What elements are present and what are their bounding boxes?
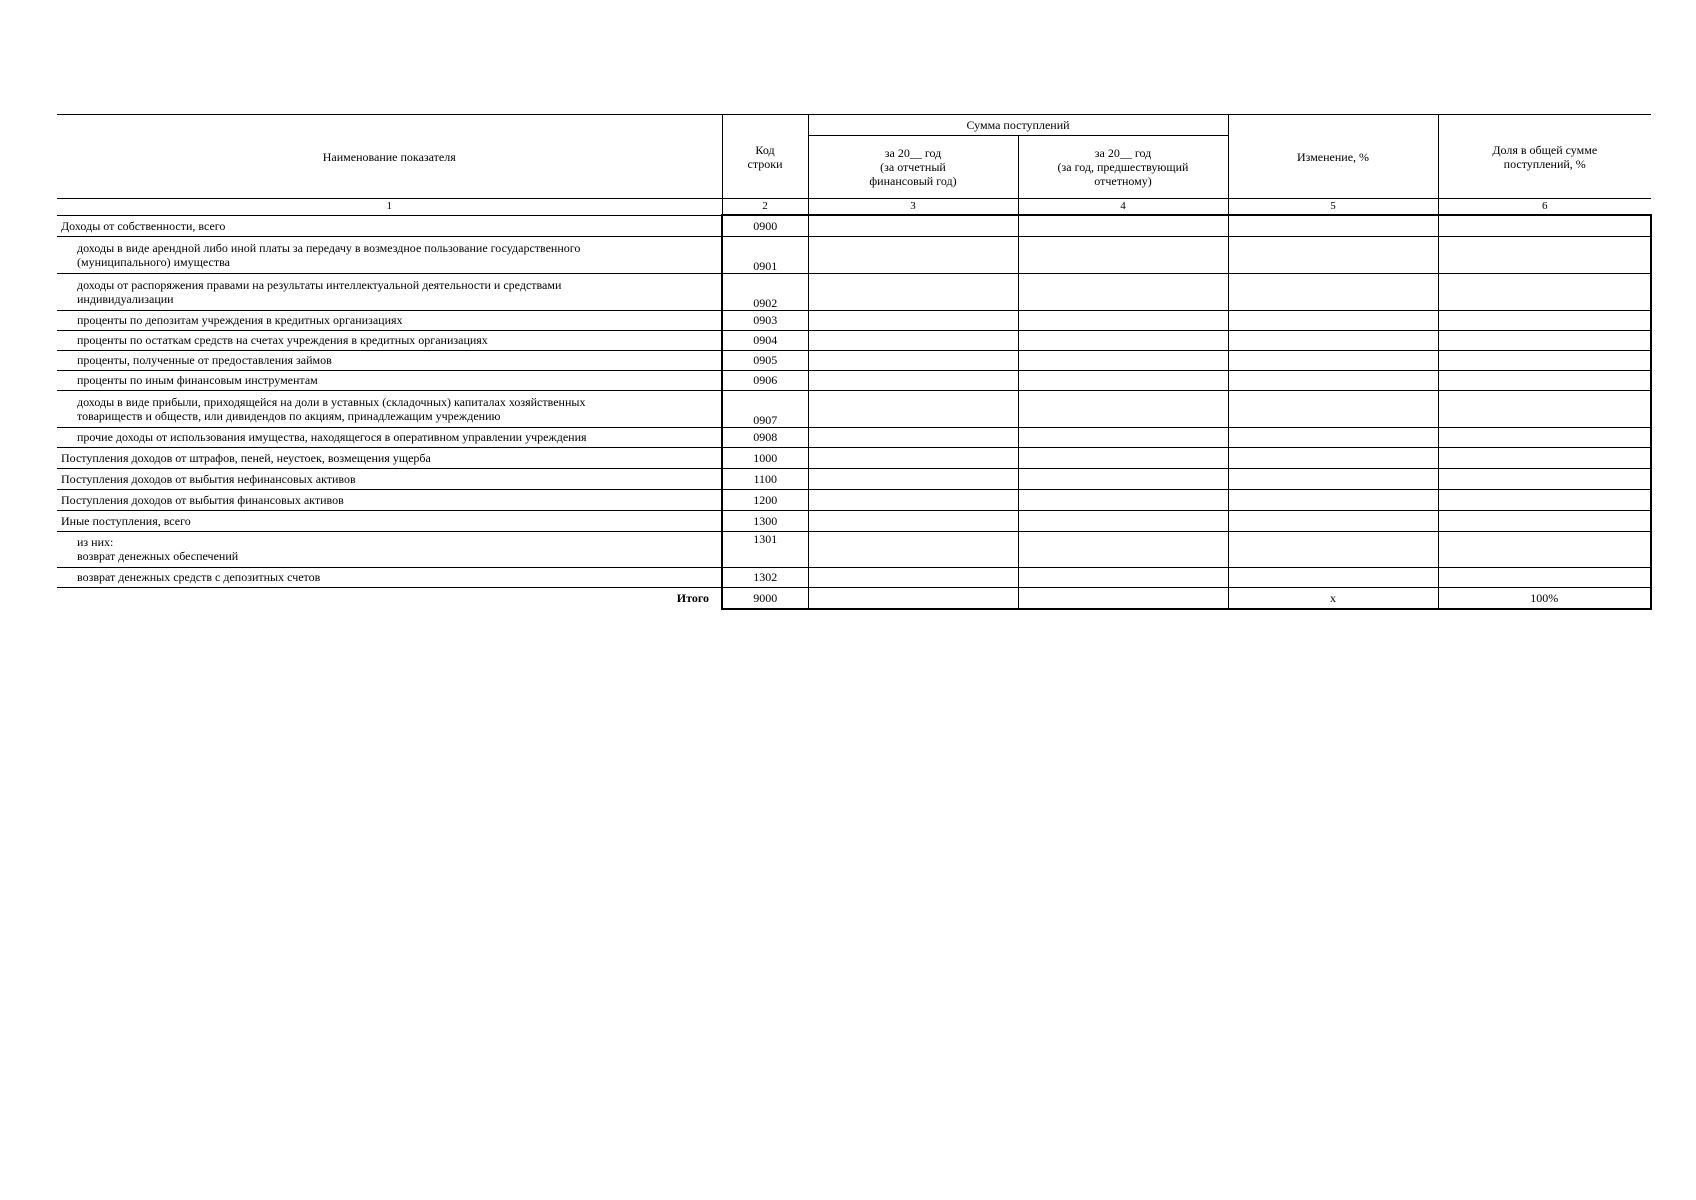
value-share[interactable] <box>1438 215 1651 236</box>
column-number: 5 <box>1228 199 1438 216</box>
value-change[interactable] <box>1228 370 1438 390</box>
total-reporting-year[interactable] <box>808 587 1018 609</box>
value-reporting-year[interactable] <box>808 468 1018 489</box>
table-row <box>57 390 1651 427</box>
value-reporting-year[interactable] <box>808 567 1018 587</box>
value-previous-year[interactable] <box>1018 215 1228 236</box>
row-code: 0907 <box>722 390 808 427</box>
value-previous-year[interactable] <box>1018 273 1228 310</box>
value-reporting-year[interactable] <box>808 310 1018 330</box>
value-share[interactable] <box>1438 427 1651 447</box>
value-reporting-year[interactable] <box>808 510 1018 531</box>
row-code: 0903 <box>722 310 808 330</box>
total-label: Итого <box>57 587 722 609</box>
value-reporting-year[interactable] <box>808 531 1018 567</box>
row-code: 1300 <box>722 510 808 531</box>
row-name: Иные поступления, всего <box>57 510 722 531</box>
table-row <box>57 215 1651 236</box>
value-share[interactable] <box>1438 489 1651 510</box>
value-previous-year[interactable] <box>1018 330 1228 350</box>
value-share[interactable] <box>1438 531 1651 567</box>
value-reporting-year[interactable] <box>808 427 1018 447</box>
column-number: 3 <box>808 199 1018 216</box>
table-row <box>57 531 1651 567</box>
table-row <box>57 567 1651 587</box>
value-previous-year[interactable] <box>1018 567 1228 587</box>
value-reporting-year[interactable] <box>808 390 1018 427</box>
table-row <box>57 427 1651 447</box>
row-name: Поступления доходов от штрафов, пеней, неустоек, возмещения ущерба <box>57 447 722 468</box>
value-change[interactable] <box>1228 215 1438 236</box>
value-reporting-year[interactable] <box>808 370 1018 390</box>
value-reporting-year[interactable] <box>808 489 1018 510</box>
value-share[interactable] <box>1438 370 1651 390</box>
value-previous-year[interactable] <box>1018 489 1228 510</box>
value-previous-year[interactable] <box>1018 510 1228 531</box>
header-previous-year: за 20__ год (за год, предшествующий отчетному) <box>1018 136 1228 199</box>
row-name: доходы в виде прибыли, приходящейся на доли в уставных (складочных) капиталах хозяйственных товариществ и обществ, или дивидендов по акциям, принадлежащим учреждению <box>57 390 722 427</box>
row-code: 1000 <box>722 447 808 468</box>
column-numbers-row <box>57 199 1651 216</box>
header-sum-group: Сумма поступлений <box>808 115 1228 136</box>
value-share[interactable] <box>1438 510 1651 531</box>
value-previous-year[interactable] <box>1018 370 1228 390</box>
value-change[interactable] <box>1228 330 1438 350</box>
header-reporting-year: за 20__ год (за отчетный финансовый год) <box>808 136 1018 199</box>
row-name: проценты по иным финансовым инструментам <box>57 370 722 390</box>
row-code: 1100 <box>722 468 808 489</box>
table-row <box>57 310 1651 330</box>
value-change[interactable] <box>1228 567 1438 587</box>
header-change-column: Изменение, % <box>1228 115 1438 199</box>
row-code: 0908 <box>722 427 808 447</box>
value-reporting-year[interactable] <box>808 330 1018 350</box>
row-code: 1200 <box>722 489 808 510</box>
total-row <box>57 587 1651 609</box>
header-code-column: Код строки <box>722 115 808 199</box>
value-change[interactable] <box>1228 273 1438 310</box>
row-code: 0905 <box>722 350 808 370</box>
value-previous-year[interactable] <box>1018 468 1228 489</box>
value-change[interactable] <box>1228 390 1438 427</box>
value-previous-year[interactable] <box>1018 390 1228 427</box>
header-share-column: Доля в общей сумме поступлений, % <box>1438 115 1651 199</box>
row-code: 0900 <box>722 215 808 236</box>
row-name: проценты по остаткам средств на счетах учреждения в кредитных организациях <box>57 330 722 350</box>
value-share[interactable] <box>1438 236 1651 273</box>
value-change[interactable] <box>1228 310 1438 330</box>
value-previous-year[interactable] <box>1018 310 1228 330</box>
value-change[interactable] <box>1228 236 1438 273</box>
revenue-table <box>57 114 1652 610</box>
value-change[interactable] <box>1228 510 1438 531</box>
header-name-column: Наименование показателя <box>57 115 722 199</box>
table-row <box>57 489 1651 510</box>
value-share[interactable] <box>1438 567 1651 587</box>
row-name: Доходы от собственности, всего <box>57 215 722 236</box>
value-reporting-year[interactable] <box>808 236 1018 273</box>
value-previous-year[interactable] <box>1018 427 1228 447</box>
row-name: доходы в виде арендной либо иной платы за передачу в возмездное пользование государственного (муниципального) имущества <box>57 236 722 273</box>
value-share[interactable] <box>1438 447 1651 468</box>
value-share[interactable] <box>1438 350 1651 370</box>
row-code: 0904 <box>722 330 808 350</box>
value-change[interactable] <box>1228 489 1438 510</box>
value-change[interactable] <box>1228 447 1438 468</box>
row-name: из них: возврат денежных обеспечений <box>57 531 722 567</box>
column-number: 6 <box>1438 199 1651 216</box>
row-name: возврат денежных средств с депозитных счетов <box>57 567 722 587</box>
table-row <box>57 236 1651 273</box>
row-name: Поступления доходов от выбытия финансовых активов <box>57 489 722 510</box>
table-row <box>57 447 1651 468</box>
value-reporting-year[interactable] <box>808 273 1018 310</box>
table-row <box>57 273 1651 310</box>
value-share[interactable] <box>1438 390 1651 427</box>
row-code: 0906 <box>722 370 808 390</box>
table-row <box>57 370 1651 390</box>
value-share[interactable] <box>1438 330 1651 350</box>
row-name: Поступления доходов от выбытия нефинансовых активов <box>57 468 722 489</box>
total-change: x <box>1228 587 1438 609</box>
row-name: доходы от распоряжения правами на результаты интеллектуальной деятельности и средствами индивидуализации <box>57 273 722 310</box>
value-change[interactable] <box>1228 531 1438 567</box>
value-reporting-year[interactable] <box>808 215 1018 236</box>
table-row <box>57 468 1651 489</box>
value-previous-year[interactable] <box>1018 531 1228 567</box>
row-code: 1302 <box>722 567 808 587</box>
row-name: проценты по депозитам учреждения в кредитных организациях <box>57 310 722 330</box>
row-name: прочие доходы от использования имущества, находящегося в оперативном управлении учреждения <box>57 427 722 447</box>
value-share[interactable] <box>1438 310 1651 330</box>
value-reporting-year[interactable] <box>808 447 1018 468</box>
row-name: проценты, полученные от предоставления займов <box>57 350 722 370</box>
value-change[interactable] <box>1228 350 1438 370</box>
value-previous-year[interactable] <box>1018 447 1228 468</box>
total-previous-year[interactable] <box>1018 587 1228 609</box>
value-share[interactable] <box>1438 468 1651 489</box>
table-row <box>57 330 1651 350</box>
value-change[interactable] <box>1228 427 1438 447</box>
table-row <box>57 350 1651 370</box>
value-previous-year[interactable] <box>1018 350 1228 370</box>
total-code: 9000 <box>722 587 808 609</box>
row-code: 0901 <box>722 236 808 273</box>
column-number: 2 <box>722 199 808 216</box>
value-previous-year[interactable] <box>1018 236 1228 273</box>
table-row <box>57 510 1651 531</box>
row-code: 1301 <box>722 531 808 567</box>
total-share: 100% <box>1438 587 1651 609</box>
value-change[interactable] <box>1228 468 1438 489</box>
value-share[interactable] <box>1438 273 1651 310</box>
value-reporting-year[interactable] <box>808 350 1018 370</box>
column-number: 1 <box>57 199 722 216</box>
row-code: 0902 <box>722 273 808 310</box>
column-number: 4 <box>1018 199 1228 216</box>
